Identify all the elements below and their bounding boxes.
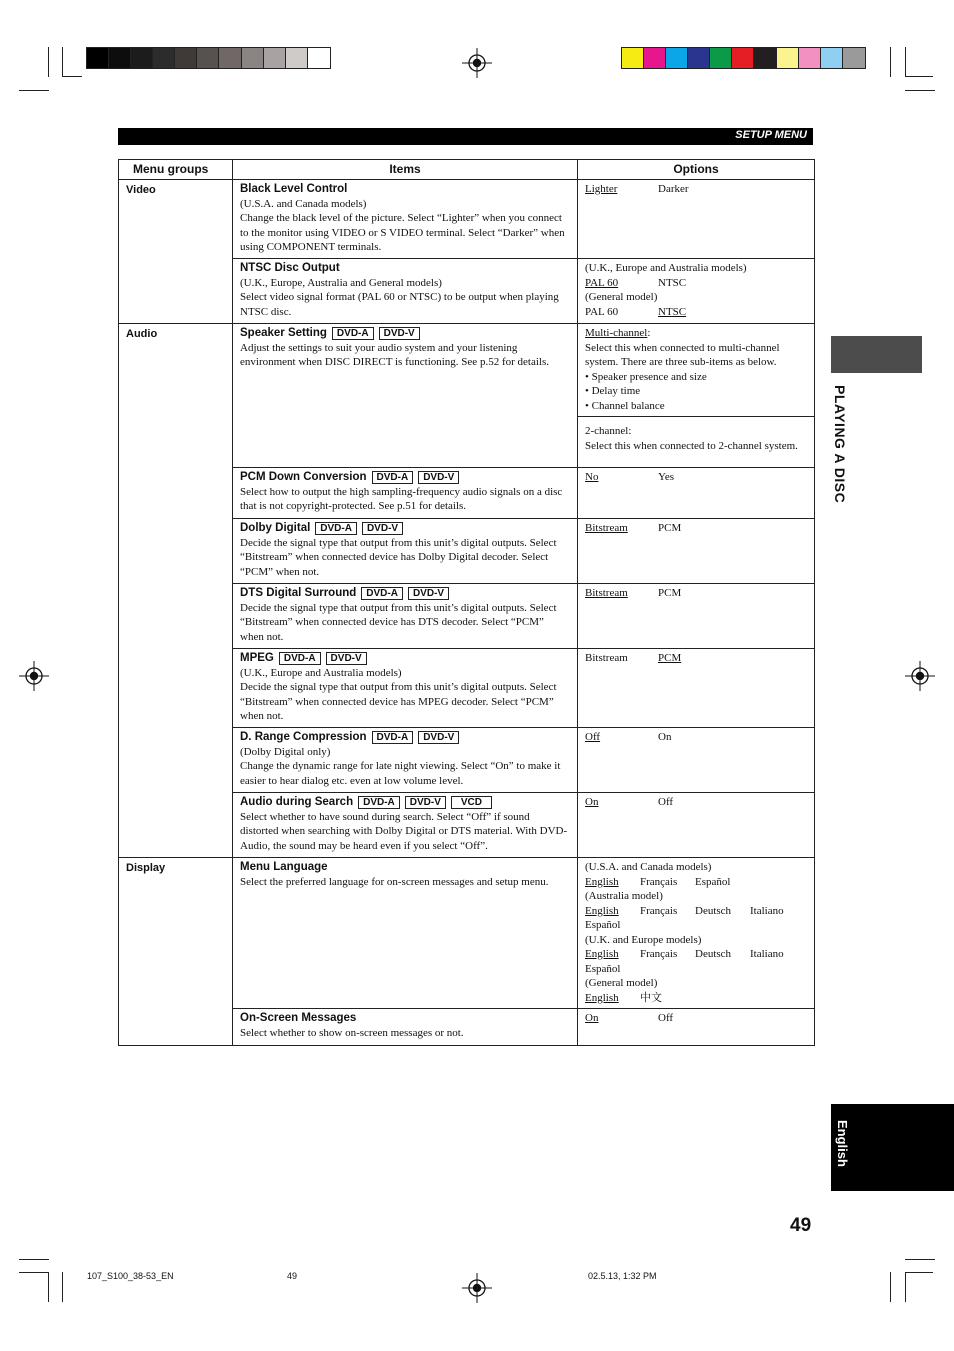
item-cell <box>233 1009 578 1046</box>
option-default: NTSC <box>658 305 687 318</box>
options-cell <box>578 793 815 858</box>
options-cell <box>578 728 815 793</box>
color-swatch <box>153 48 175 68</box>
list-item: • Delay time <box>585 385 641 397</box>
option: Italiano <box>750 904 784 917</box>
color-swatch <box>175 48 197 68</box>
option: NTSC <box>658 276 687 289</box>
option-default: PCM <box>658 652 682 664</box>
options-cell <box>578 468 815 519</box>
item-desc: Decide the signal type that output from this unit’s digital outputs. Select “Bitstream” when connected device has Dolby Digital decoder. Select “PCM” when not. <box>240 536 557 578</box>
table-header-row <box>119 160 815 180</box>
color-swatch <box>799 48 821 68</box>
crop-mark <box>19 1259 49 1260</box>
option-default: On <box>585 796 599 808</box>
options-cell <box>578 519 815 584</box>
option: On <box>658 731 672 743</box>
crop-mark <box>905 76 933 77</box>
item-title: PCM Down Conversion <box>240 471 367 483</box>
item-title: MPEG <box>240 652 274 664</box>
crop-mark <box>890 1272 891 1302</box>
color-swatch <box>732 48 754 68</box>
option-default: Bitstream <box>585 587 628 599</box>
table-row <box>119 858 815 1009</box>
menu-group-display: Display <box>119 858 233 1046</box>
option: PCM <box>658 587 682 599</box>
item-desc: Select whether to show on-screen messages or not. <box>240 1026 464 1039</box>
color-calibration-bar <box>621 47 866 69</box>
item-title: D. Range Compression <box>240 731 367 743</box>
section-header-title: SETUP MENU <box>735 129 807 141</box>
item-title: Menu Language <box>240 861 328 873</box>
option: 中文 <box>640 991 662 1004</box>
menu-group-audio: Audio <box>119 324 233 858</box>
side-section-label <box>830 385 860 525</box>
color-swatch <box>644 48 666 68</box>
option-default: Bitstream <box>585 522 628 534</box>
item-desc: Adjust the settings to suit your audio system and your listening environment when DISC DIRECT is functioning. See p.52 for details. <box>240 341 549 368</box>
crop-mark <box>62 47 63 77</box>
color-swatch <box>286 48 308 68</box>
item-desc: Decide the signal type that output from this unit’s digital outputs. Select “Bitstream” when connected device has MPEG decoder. Select “PCM” when not. <box>240 681 557 722</box>
registration-mark-icon <box>462 1273 492 1303</box>
color-swatch <box>622 48 644 68</box>
option-default: Off <box>585 731 601 743</box>
footer-date: 02.5.13, 1:32 PM <box>588 1271 657 1281</box>
options-cell <box>578 180 815 259</box>
option: 2-channel: <box>585 425 632 437</box>
option-divider <box>578 416 814 453</box>
item-desc: Select whether to have sound during search. Select “Off” if sound distorted when searching with Dolby Digital or DTS material. With DVD-Audio, the sound may be heard even if you select “Off”. <box>240 810 568 852</box>
option: Yes <box>658 471 675 483</box>
disc-tag-dvd-a: DVD-A <box>332 327 374 340</box>
footer-page: 49 <box>287 1271 298 1281</box>
option: Français <box>640 948 678 960</box>
option-note: (U.K., Europe and Australia models) <box>585 262 747 274</box>
option-default: Lighter <box>585 183 618 195</box>
item-desc: (U.K., Europe and Australia models) <box>240 666 402 679</box>
section-tab-marker <box>831 336 922 373</box>
item-desc: Change the black level of the picture. Select “Lighter” when you connect to the monitor using VIDEO or S VIDEO terminal. Select “Darker” when using COMPONENT terminals. <box>240 212 565 253</box>
option: Français <box>640 875 678 888</box>
item-title: Dolby Digital <box>240 522 311 534</box>
option: Darker <box>658 183 689 195</box>
option-default: Multi-channel <box>585 327 648 339</box>
side-section-title: PLAYING A DISC <box>832 385 848 504</box>
disc-tag-dvd-v: DVD-V <box>418 471 459 484</box>
color-swatch <box>308 48 330 68</box>
option-default: On <box>585 1012 599 1024</box>
crop-mark <box>62 1272 63 1302</box>
setup-menu-table <box>118 159 815 1046</box>
color-swatch <box>264 48 286 68</box>
color-swatch <box>109 48 131 68</box>
disc-tag-dvd-a: DVD-A <box>315 522 357 535</box>
option-note: (U.K. and Europe models) <box>585 933 702 946</box>
column-header-options: Options <box>578 160 815 180</box>
item-desc: (U.S.A. and Canada models) <box>240 197 367 210</box>
list-item: • Channel balance <box>585 399 665 412</box>
item-cell <box>233 324 578 468</box>
item-cell <box>233 584 578 649</box>
option: Español <box>695 875 731 888</box>
item-cell <box>233 858 578 1009</box>
crop-mark <box>19 90 49 91</box>
registration-mark-icon <box>19 661 49 691</box>
option: Off <box>658 796 674 808</box>
item-desc: Select the preferred language for on-screen messages and setup menu. <box>240 875 549 888</box>
option-default: No <box>585 471 599 483</box>
options-cell <box>578 649 815 728</box>
item-desc: Select video signal format (PAL 60 or NTSC) to be output when playing NTSC disc. <box>240 291 559 318</box>
footer-file: 107_S100_38-53_EN <box>87 1271 174 1281</box>
item-desc: (Dolby Digital only) <box>240 745 331 758</box>
item-title: Audio during Search <box>240 796 354 808</box>
option-desc: Select this when connected to 2-channel system. <box>585 439 798 452</box>
registration-mark-icon <box>905 661 935 691</box>
options-cell: Multi-channel: Select this when connected to multi-channel system. There are three sub-items as below. • Speaker presence and size • Delay time • Channel balance 2-channel: Select this when connected to 2-channel system. <box>578 324 815 468</box>
section-header-band <box>118 128 813 145</box>
color-swatch <box>242 48 264 68</box>
option: Deutsch <box>695 948 732 960</box>
option-default: English <box>585 875 619 888</box>
crop-mark <box>905 1259 935 1260</box>
color-swatch <box>843 48 865 68</box>
disc-tag-dvd-v: DVD-V <box>362 522 403 535</box>
option-default: English <box>585 904 619 917</box>
color-swatch <box>710 48 732 68</box>
item-cell <box>233 468 578 519</box>
crop-mark <box>19 1272 49 1273</box>
color-swatch <box>821 48 843 68</box>
disc-tag-vcd: VCD <box>451 796 492 809</box>
crop-mark <box>48 1272 49 1302</box>
language-tab <box>831 1104 954 1191</box>
option-note: (General model) <box>585 977 658 989</box>
gray-calibration-bar <box>86 47 331 69</box>
disc-tag-dvd-v: DVD-V <box>405 796 446 809</box>
option: Off <box>658 1012 674 1024</box>
color-swatch <box>197 48 219 68</box>
item-cell <box>233 649 578 728</box>
color-swatch <box>131 48 153 68</box>
crop-mark <box>62 76 82 77</box>
option-note: (U.S.A. and Canada models) <box>585 861 712 873</box>
crop-mark <box>890 47 891 77</box>
option: PAL 60 <box>585 305 619 318</box>
options-cell <box>578 584 815 649</box>
disc-tag-dvd-a: DVD-A <box>372 731 414 744</box>
option: Español <box>585 962 621 975</box>
item-cell <box>233 259 578 324</box>
item-cell <box>233 793 578 858</box>
crop-mark <box>48 47 49 77</box>
column-header-menu-groups: Menu groups <box>119 160 233 180</box>
table-row <box>119 180 815 259</box>
item-cell <box>233 519 578 584</box>
option: Italiano <box>750 948 784 960</box>
item-title: Black Level Control <box>240 183 348 195</box>
menu-group-video: Video <box>119 180 233 324</box>
option: Français <box>640 904 678 917</box>
item-desc: Select how to output the high sampling-frequency audio signals on a disc that is not copyright-protected. See p.51 for details. <box>240 485 563 512</box>
disc-tag-dvd-v: DVD-V <box>408 587 449 600</box>
option-default: PAL 60 <box>585 276 619 289</box>
options-cell <box>578 858 815 1009</box>
color-swatch <box>777 48 799 68</box>
crop-mark <box>905 90 935 91</box>
item-cell <box>233 180 578 259</box>
crop-mark <box>905 1272 906 1302</box>
color-swatch <box>219 48 241 68</box>
table-row <box>119 324 815 468</box>
option-note: (General model) <box>585 291 658 303</box>
option: PCM <box>658 522 682 534</box>
color-swatch <box>688 48 710 68</box>
disc-tag-dvd-v: DVD-V <box>379 327 420 340</box>
color-swatch <box>754 48 776 68</box>
disc-tag-dvd-v: DVD-V <box>326 652 367 665</box>
disc-tag-dvd-a: DVD-A <box>372 471 414 484</box>
language-tab-label: English <box>835 1120 850 1167</box>
options-cell <box>578 259 815 324</box>
option: Español <box>585 919 621 931</box>
option-desc: Select this when connected to multi-channel system. There are three sub-items as below. <box>585 341 780 368</box>
item-desc: Change the dynamic range for late night viewing. Select “On” to make it easier to hear dialog etc. even at low volume level. <box>240 760 561 787</box>
option: Deutsch <box>695 904 732 917</box>
color-swatch <box>666 48 688 68</box>
crop-mark <box>905 1272 933 1273</box>
column-header-items: Items <box>233 160 578 180</box>
item-title: Speaker Setting <box>240 327 327 339</box>
option-note: (Australia model) <box>585 890 663 902</box>
page-number: 49 <box>790 1215 812 1236</box>
disc-tag-dvd-a: DVD-A <box>361 587 403 600</box>
disc-tag-dvd-a: DVD-A <box>358 796 400 809</box>
item-cell <box>233 728 578 793</box>
disc-tag-dvd-a: DVD-A <box>279 652 321 665</box>
crop-mark <box>905 47 906 77</box>
option: Bitstream <box>585 652 628 664</box>
options-cell <box>578 1009 815 1046</box>
color-swatch <box>87 48 109 68</box>
option-default: English <box>585 948 619 960</box>
item-title: DTS Digital Surround <box>240 587 357 599</box>
item-title: NTSC Disc Output <box>240 262 340 274</box>
item-desc: Decide the signal type that output from this unit’s digital outputs. Select “Bitstream” when connected device has DTS decoder. Select “PCM” when not. <box>240 601 557 643</box>
list-item: • Speaker presence and size <box>585 370 707 383</box>
registration-mark-icon <box>462 48 492 78</box>
item-title: On-Screen Messages <box>240 1012 357 1024</box>
option-default: English <box>585 991 619 1004</box>
item-desc: (U.K., Europe, Australia and General models) <box>240 276 442 289</box>
disc-tag-dvd-v: DVD-V <box>418 731 459 744</box>
